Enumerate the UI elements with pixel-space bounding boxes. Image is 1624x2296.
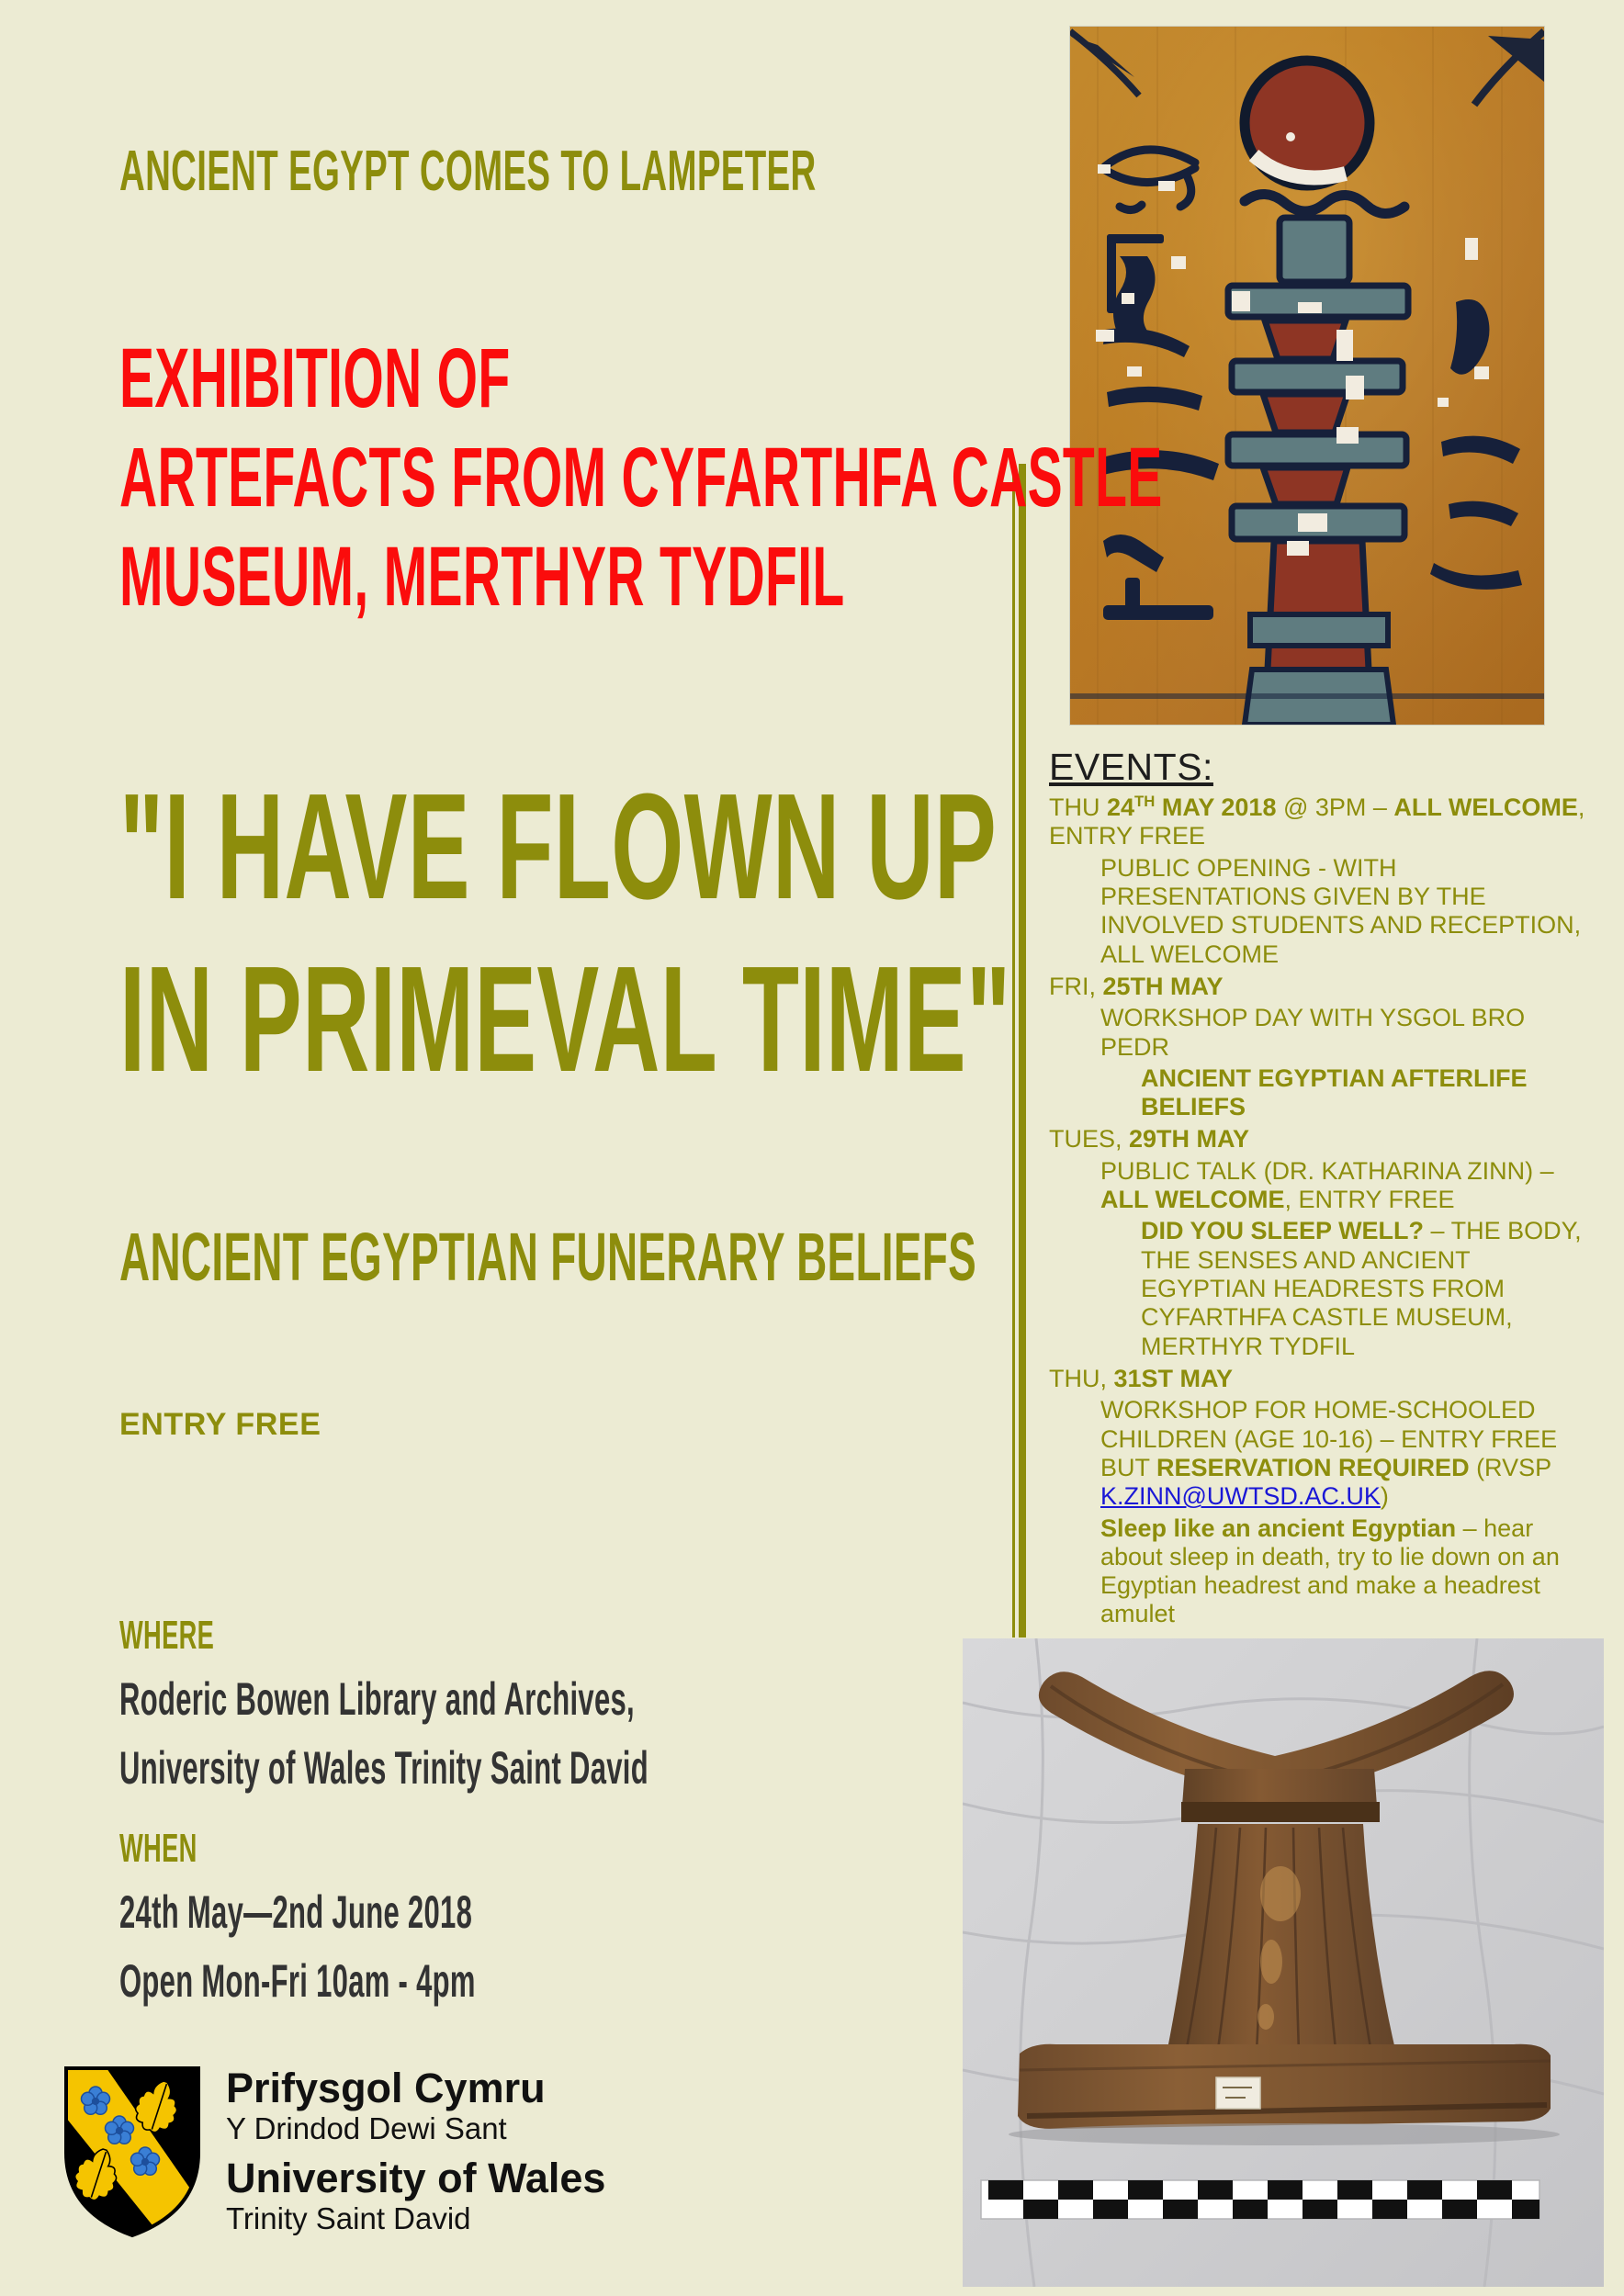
event-4-detail-mid: (RVSP	[1469, 1453, 1551, 1481]
exhibition-line-2: ARTEFACTS FROM CYFARTHFA CASTLE	[119, 431, 1163, 524]
page-kicker: ANCIENT EGYPT COMES TO LAMPETER	[119, 140, 817, 203]
event-2-detail: WORKSHOP DAY WITH YSGOL BRO PEDR	[1100, 1004, 1526, 1061]
exhibition-line-3: MUSEUM, MERTHYR TYDFIL	[119, 530, 845, 624]
events-heading: EVENTS:	[1049, 746, 1213, 788]
when-line-1: 24th May—2nd June 2018	[119, 1886, 473, 1938]
page-subtitle: ANCIENT EGYPTIAN FUNERARY BELIEFS	[119, 1219, 977, 1295]
headrest-svg	[963, 1638, 1604, 2287]
event-2-date-bold: 25TH MAY	[1102, 972, 1224, 1000]
entry-free-label: ENTRY FREE	[119, 1407, 321, 1442]
where-line-1: Roderic Bowen Library and Archives,	[119, 1673, 635, 1725]
exhibition-line-1: EXHIBITION OF	[119, 332, 511, 425]
shield-crest-icon	[62, 2065, 202, 2239]
event-2-topic: ANCIENT EGYPTIAN AFTERLIFE BELIEFS	[1141, 1064, 1528, 1121]
event-3-talk-title: DID YOU SLEEP WELL?	[1141, 1217, 1425, 1245]
event-3-talk-desc: – THE BODY, THE SENSES AND ANCIENT EGYPTIAN HEADRESTS FROM CYFARTHFA CASTLE MUSEUM, MERTHYR TYDFIL	[1141, 1217, 1582, 1360]
event-1-date-post: , ENTRY FREE	[1049, 793, 1585, 850]
event-3-date-bold: 29TH MAY	[1129, 1125, 1250, 1154]
event-4-detail-2	[1100, 1514, 1600, 1629]
logo-english-name: University of Wales	[226, 2155, 606, 2201]
event-1-date-sup: TH	[1134, 793, 1156, 810]
event-date-1	[1049, 793, 1600, 851]
events-section	[1049, 746, 1600, 1629]
exhibition-heading	[119, 332, 1624, 634]
event-2-date-pre: FRI,	[1049, 972, 1103, 1000]
event-3-date-pre: TUES,	[1049, 1125, 1130, 1154]
title-line-2: IN PRIMEVAL TIME"	[119, 935, 1011, 1103]
event-date-4	[1049, 1365, 1600, 1393]
where-block	[119, 1613, 973, 1796]
event-1-date-day: 24	[1107, 793, 1135, 821]
event-1-date-month: MAY 2018	[1155, 793, 1277, 821]
event-3-detail-pre: PUBLIC TALK (DR. KATHARINA ZINN) –	[1100, 1156, 1554, 1185]
title-line-1: "I HAVE FLOWN UP	[119, 762, 998, 930]
event-4-detail	[1100, 1396, 1600, 1511]
logo-welsh-name: Prifysgol Cymru	[226, 2064, 546, 2111]
event-3-detail-post: , ENTRY FREE	[1284, 1186, 1455, 1214]
event-1-date-mid: @ 3PM –	[1276, 793, 1394, 821]
event-date-2	[1049, 973, 1600, 1001]
event-4-detail-end: )	[1380, 1482, 1389, 1511]
where-line-2: University of Wales Trinity Saint David	[119, 1742, 648, 1794]
where-label: WHERE	[119, 1613, 215, 1658]
event-date-3	[1049, 1125, 1600, 1154]
university-logo	[62, 2065, 605, 2239]
when-line-2: Open Mon-Fri 10am - 4pm	[119, 1955, 476, 2007]
event-4-detail-pre: WORKSHOP FOR HOME-SCHOOLED CHILDREN (AGE 10-16) – ENTRY FREE BUT	[1100, 1396, 1558, 1481]
event-4-date-pre: THU,	[1049, 1364, 1114, 1392]
when-label: WHEN	[119, 1826, 197, 1871]
event-3-all-welcome: ALL WELCOME	[1100, 1186, 1285, 1214]
shield-svg	[62, 2065, 202, 2239]
event-4-workshop-title: Sleep like an ancient Egyptian	[1100, 1514, 1457, 1542]
event-4-workshop-desc: – hear about sleep in death, try to lie down on an Egyptian headrest and make a headrest amulet	[1100, 1514, 1560, 1628]
event-4-date-bold: 31ST MAY	[1113, 1364, 1234, 1392]
logo-text	[226, 2066, 605, 2238]
event-1-date-pre: THU	[1049, 793, 1107, 821]
headrest-photo	[963, 1638, 1604, 2287]
event-1-all-welcome: ALL WELCOME	[1393, 793, 1578, 821]
scale-bar	[981, 2180, 1539, 2219]
event-1-detail: PUBLIC OPENING - WITH PRESENTATIONS GIVEN BY THE INVOLVED STUDENTS AND RECEPTION, ALL WELCOME	[1100, 853, 1582, 968]
event-3-detail-2	[1141, 1217, 1600, 1361]
logo-english-sub: Trinity Saint David	[226, 2201, 471, 2236]
event-3-detail	[1100, 1157, 1600, 1215]
when-block	[119, 1826, 694, 2009]
event-4-reservation-required: RESERVATION REQUIRED	[1156, 1453, 1470, 1481]
event-2-detail-2	[1141, 1064, 1600, 1122]
logo-welsh-sub: Y Drindod Dewi Sant	[226, 2110, 507, 2145]
reservation-email-link[interactable]: K.ZINN@UWTSD.AC.UK	[1100, 1482, 1381, 1511]
